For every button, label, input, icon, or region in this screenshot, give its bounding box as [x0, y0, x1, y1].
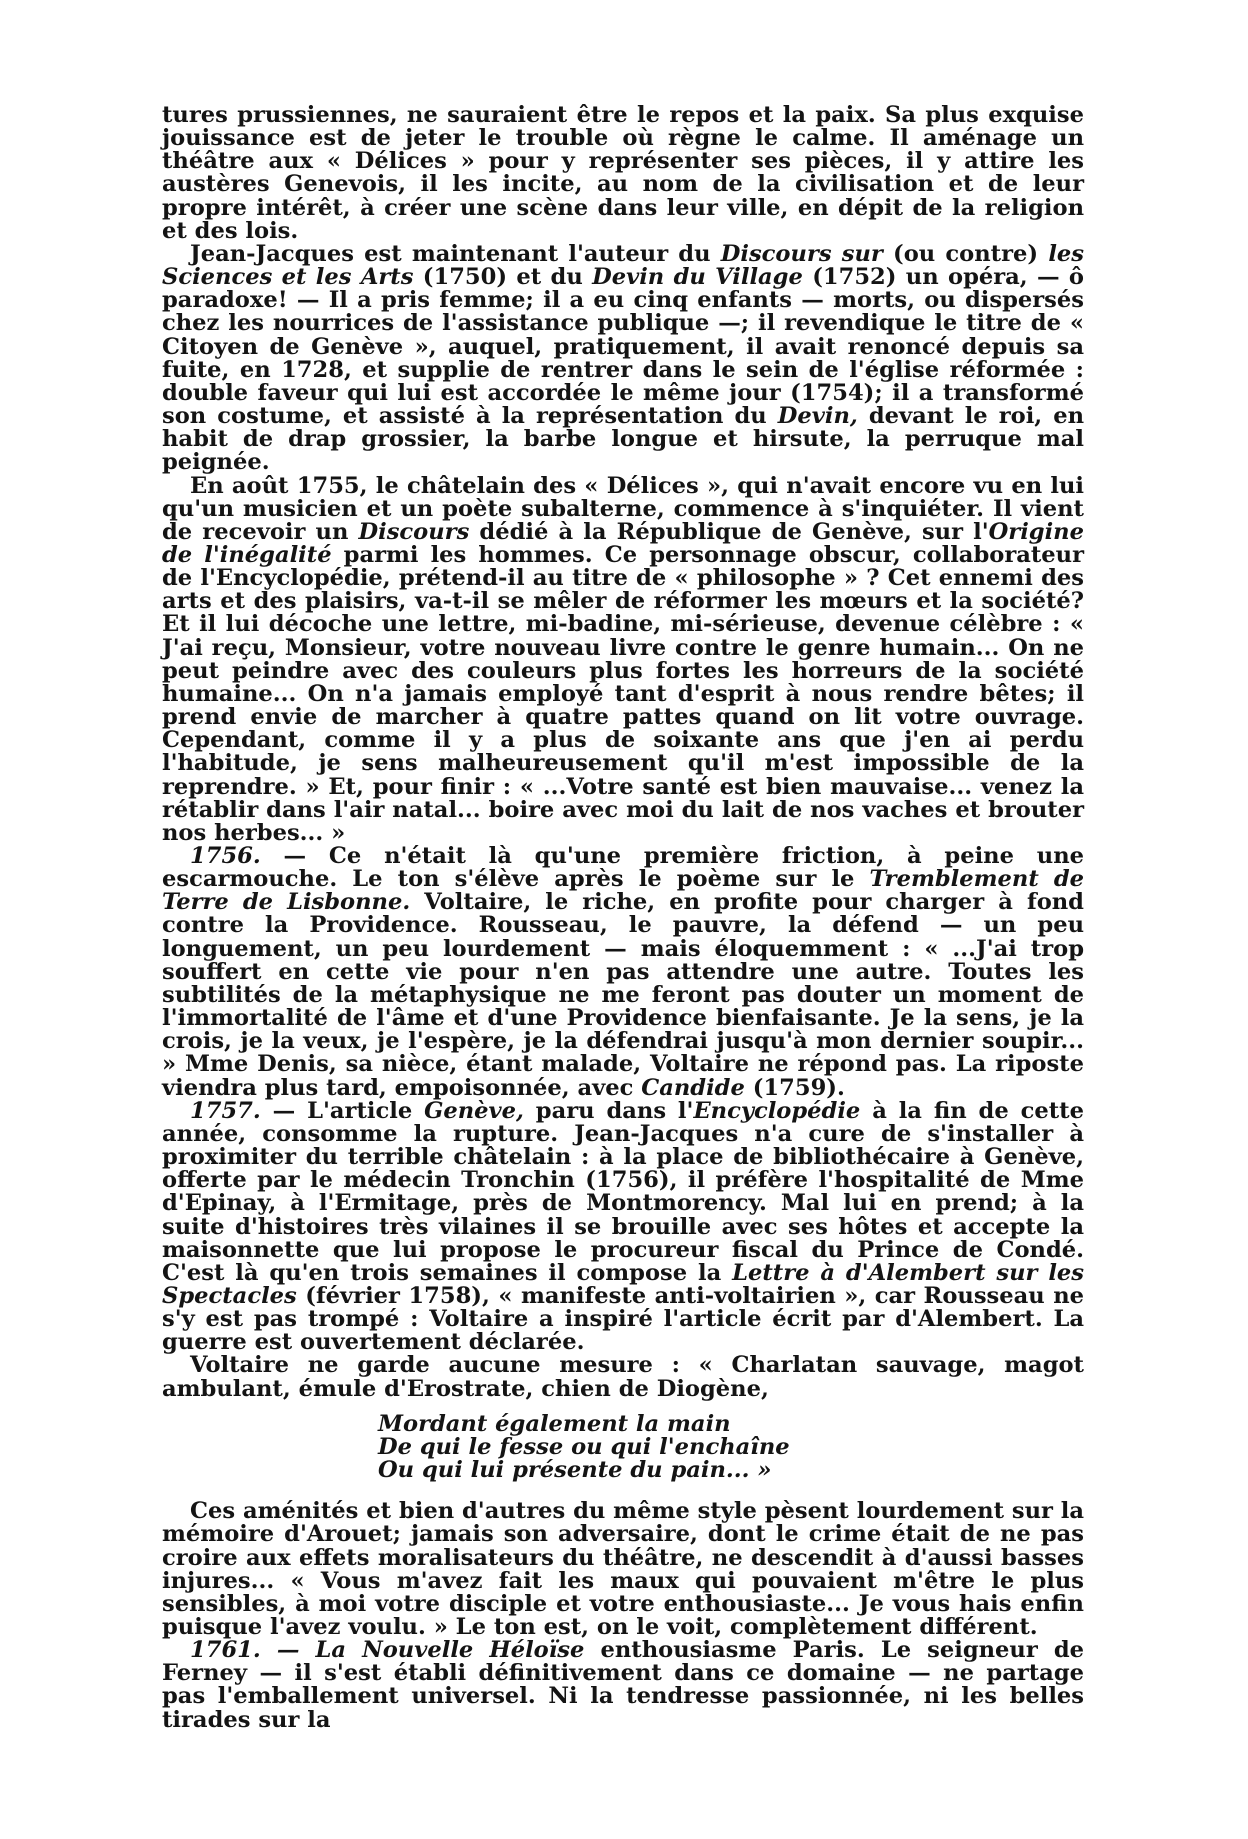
- text-run: En août 1755, le châtelain des « Délices », qui n'avait encore vu en lui qu'un musicien et un poète subalterne, commence à s'inquiéter. Il vient de recevoir un: [162, 472, 1084, 545]
- text-run: à la fin de cette année, consomme la rupture. Jean-Jacques n'a cure de s'installer à proximiter du terrible châtelain : à la place de bibliothécaire à Genève, offerte par le médecin Tronchin (1756), il préfère l'hospitalité de Mme d'Epinay, à l'Ermitage, près de Montmorency. Mal lui en prend; à la suite d'histoires très vilaines il se brouille avec ses hôtes et accepte la maisonnette que lui propose le procureur fiscal du Prince de Condé. C'est là qu'en trois semaines il compose la: [162, 1097, 1084, 1286]
- italic-text: Lettre à d'Alembert sur les Spectacles: [162, 1259, 1084, 1309]
- paragraph-p4-1756: [162, 845, 1084, 1100]
- text-run: devant le roi, en habit de drap grossier, la barbe longue et hirsute, la perruque mal peignée.: [162, 403, 1084, 476]
- text-run: Ces aménités et bien d'autres du même style pèsent lourdement sur la mémoire d'Arouet; jamais son adversaire, dont le crime était de ne pas croire aux effets moralisateurs du théâtre, ne descendit à d'aussi basses injures... « Vous m'avez fait les maux qui pouvaient m'être le plus sensibles, à moi votre disciple et votre enthousiaste... Je vous hais enfin puisque l'avez voulu. » Le ton est, on le voit, complètement différent.: [162, 1498, 1085, 1640]
- paragraph-p3-aout-1755: [162, 472, 1085, 846]
- text-run: (1750) et du: [413, 264, 593, 291]
- italic-text: Devin du Village: [592, 264, 803, 291]
- italic-text: les Sciences et les Arts: [162, 240, 1084, 291]
- text-run: parmi les hommes. Ce personnage obscur, collaborateur de l'Encyclopédie, prétend-il au titre de « philosophe » ? Cet ennemi des arts et des plaisirs, va-t-il se mêler de réformer les mœurs et la société? Et il lui décoche une lettre, mi-badine, mi-sérieuse, devenue célèbre : « J'ai reçu, Monsieur, votre nouveau livre contre le genre humain... On ne peut peindre avec des couleurs plus fortes les horreurs de la société humaine... On n'a jamais employé tant d'esprit à nous rendre bêtes; il prend envie de marcher à quatre pattes quand on lit votre ouvrage. Cependant, comme il y a plus de soixante ans que j'en ai perdu l'habitude, je sens malheureusement qu'il m'est impossible de la reprendre. » Et, pour finir : « ...Votre santé est bien mauvaise... venez la rétablir dans l'air natal... boire avec moi du lait de nos vaches et brouter nos herbes... »: [162, 541, 1085, 846]
- italic-text: 1756.: [190, 843, 261, 869]
- text-run: paru dans l': [523, 1097, 694, 1124]
- italic-text: Tremblement de Terre de Lisbonne.: [162, 866, 1085, 916]
- paragraph-p2-jean-jacques: [162, 240, 1084, 476]
- text-run: (février 1758), « manifeste anti-voltairien », car Rousseau ne s'y est pas trompé : Voltaire a inspiré l'article écrit par d'Alembert. La guerre est ouvertement déclarée.: [162, 1282, 1084, 1356]
- italic-text: Origine de l'inégalité: [162, 518, 1084, 568]
- paragraph-p8-1761: [162, 1639, 1084, 1732]
- text-run: Voltaire, le riche, en profite pour charger à fond contre la Providence. Rousseau, le pauvre, la défend — un peu longuement, un peu lourdement — mais éloquemment : « ...J'ai trop souffert en cette vie pour n'en pas attendre une autre. Toutes les subtilités de la métaphysique ne me feront pas douter un moment de l'immortalité de l'âme et d'une Providence bienfaisante. Je la sens, je la crois, je la veux, je l'espère, je la défendrai jusqu'à mon dernier soupir... » Mme Denis, sa nièce, étant malade, Voltaire ne répond pas. La riposte viendra plus tard, empoisonnée, avec: [162, 889, 1084, 1101]
- text-run: Voltaire ne garde aucune mesure : « Charlatan sauvage, magot ambulant, émule d'Erostrate, chien de Diogène,: [162, 1352, 1084, 1402]
- text-block-bottom: [162, 1500, 1084, 1732]
- text-run: (1759).: [744, 1074, 845, 1101]
- text-block-top: [162, 104, 1084, 1401]
- text-run: tures prussiennes, ne sauraient être le repos et la paix. Sa plus exquise jouissance est de jeter le trouble où règne le calme. Il aménage un théâtre aux « Délices » pour y représenter ses pièces, il y attire les austères Genevois, il les incite, au nom de la civilisation et de leur propre intérêt, à créer une scène dans leur ville, en dépit de la religion et des lois.: [162, 102, 1084, 244]
- verse-quotation: [378, 1410, 1084, 1484]
- text-run: (ou contre): [882, 240, 1049, 267]
- text-run: — L'article: [260, 1097, 425, 1124]
- book-page: [162, 104, 1084, 1732]
- text-run: dédié à la République de Genève, sur l': [469, 518, 989, 545]
- paragraph-p7-amenites: [162, 1500, 1084, 1639]
- text-run: (1752) un opéra, — ô paradoxe! — Il a pris femme; il a eu cinq enfants — morts, ou dispersés chez les nourrices de l'assistance publique —; il revendique le titre de « Citoyen de Genève », auquel, pratiquement, il avait renoncé depuis sa fuite, en 1728, et supplie de rentrer dans le sein de l'église réformée : double faveur qui lui est accordée le même jour (1754); il a transformé son costume, et assisté à la représentation du: [162, 264, 1084, 430]
- paragraph-p1-continuation: [162, 104, 1084, 243]
- italic-text: 1757.: [190, 1097, 261, 1124]
- italic-text: 1761. — La Nouvelle Héloïse: [190, 1637, 585, 1664]
- paragraph-p6-voltaire-mesure: [162, 1354, 1084, 1400]
- text-run: Jean-Jacques est maintenant l'auteur du: [190, 240, 721, 267]
- paragraph-p5-1757: [162, 1097, 1084, 1356]
- italic-text: Genève,: [424, 1097, 524, 1124]
- italic-text: Discours sur: [720, 240, 883, 267]
- verse-line: Mordant également la main: [378, 1410, 731, 1437]
- italic-text: Encyclopédie: [693, 1097, 861, 1124]
- verse-line: Ou qui lui présente du pain... »: [378, 1457, 772, 1484]
- italic-text: Devin,: [777, 403, 858, 430]
- text-run: enthousiasme Paris. Le seigneur de Ferney — il s'est établi définitivement dans ce domaine — ne partage pas l'emballement universel. Ni la tendresse passionnée, ni les belles tirades sur la: [162, 1637, 1085, 1733]
- italic-text: Discours: [358, 518, 470, 545]
- verse-line: De qui le fesse ou qui l'enchaîne: [378, 1433, 790, 1460]
- italic-text: Candide: [641, 1074, 745, 1101]
- text-run: — Ce n'était là qu'une première friction, à peine une escarmouche. Le ton s'élève après le poème sur le: [162, 843, 1084, 893]
